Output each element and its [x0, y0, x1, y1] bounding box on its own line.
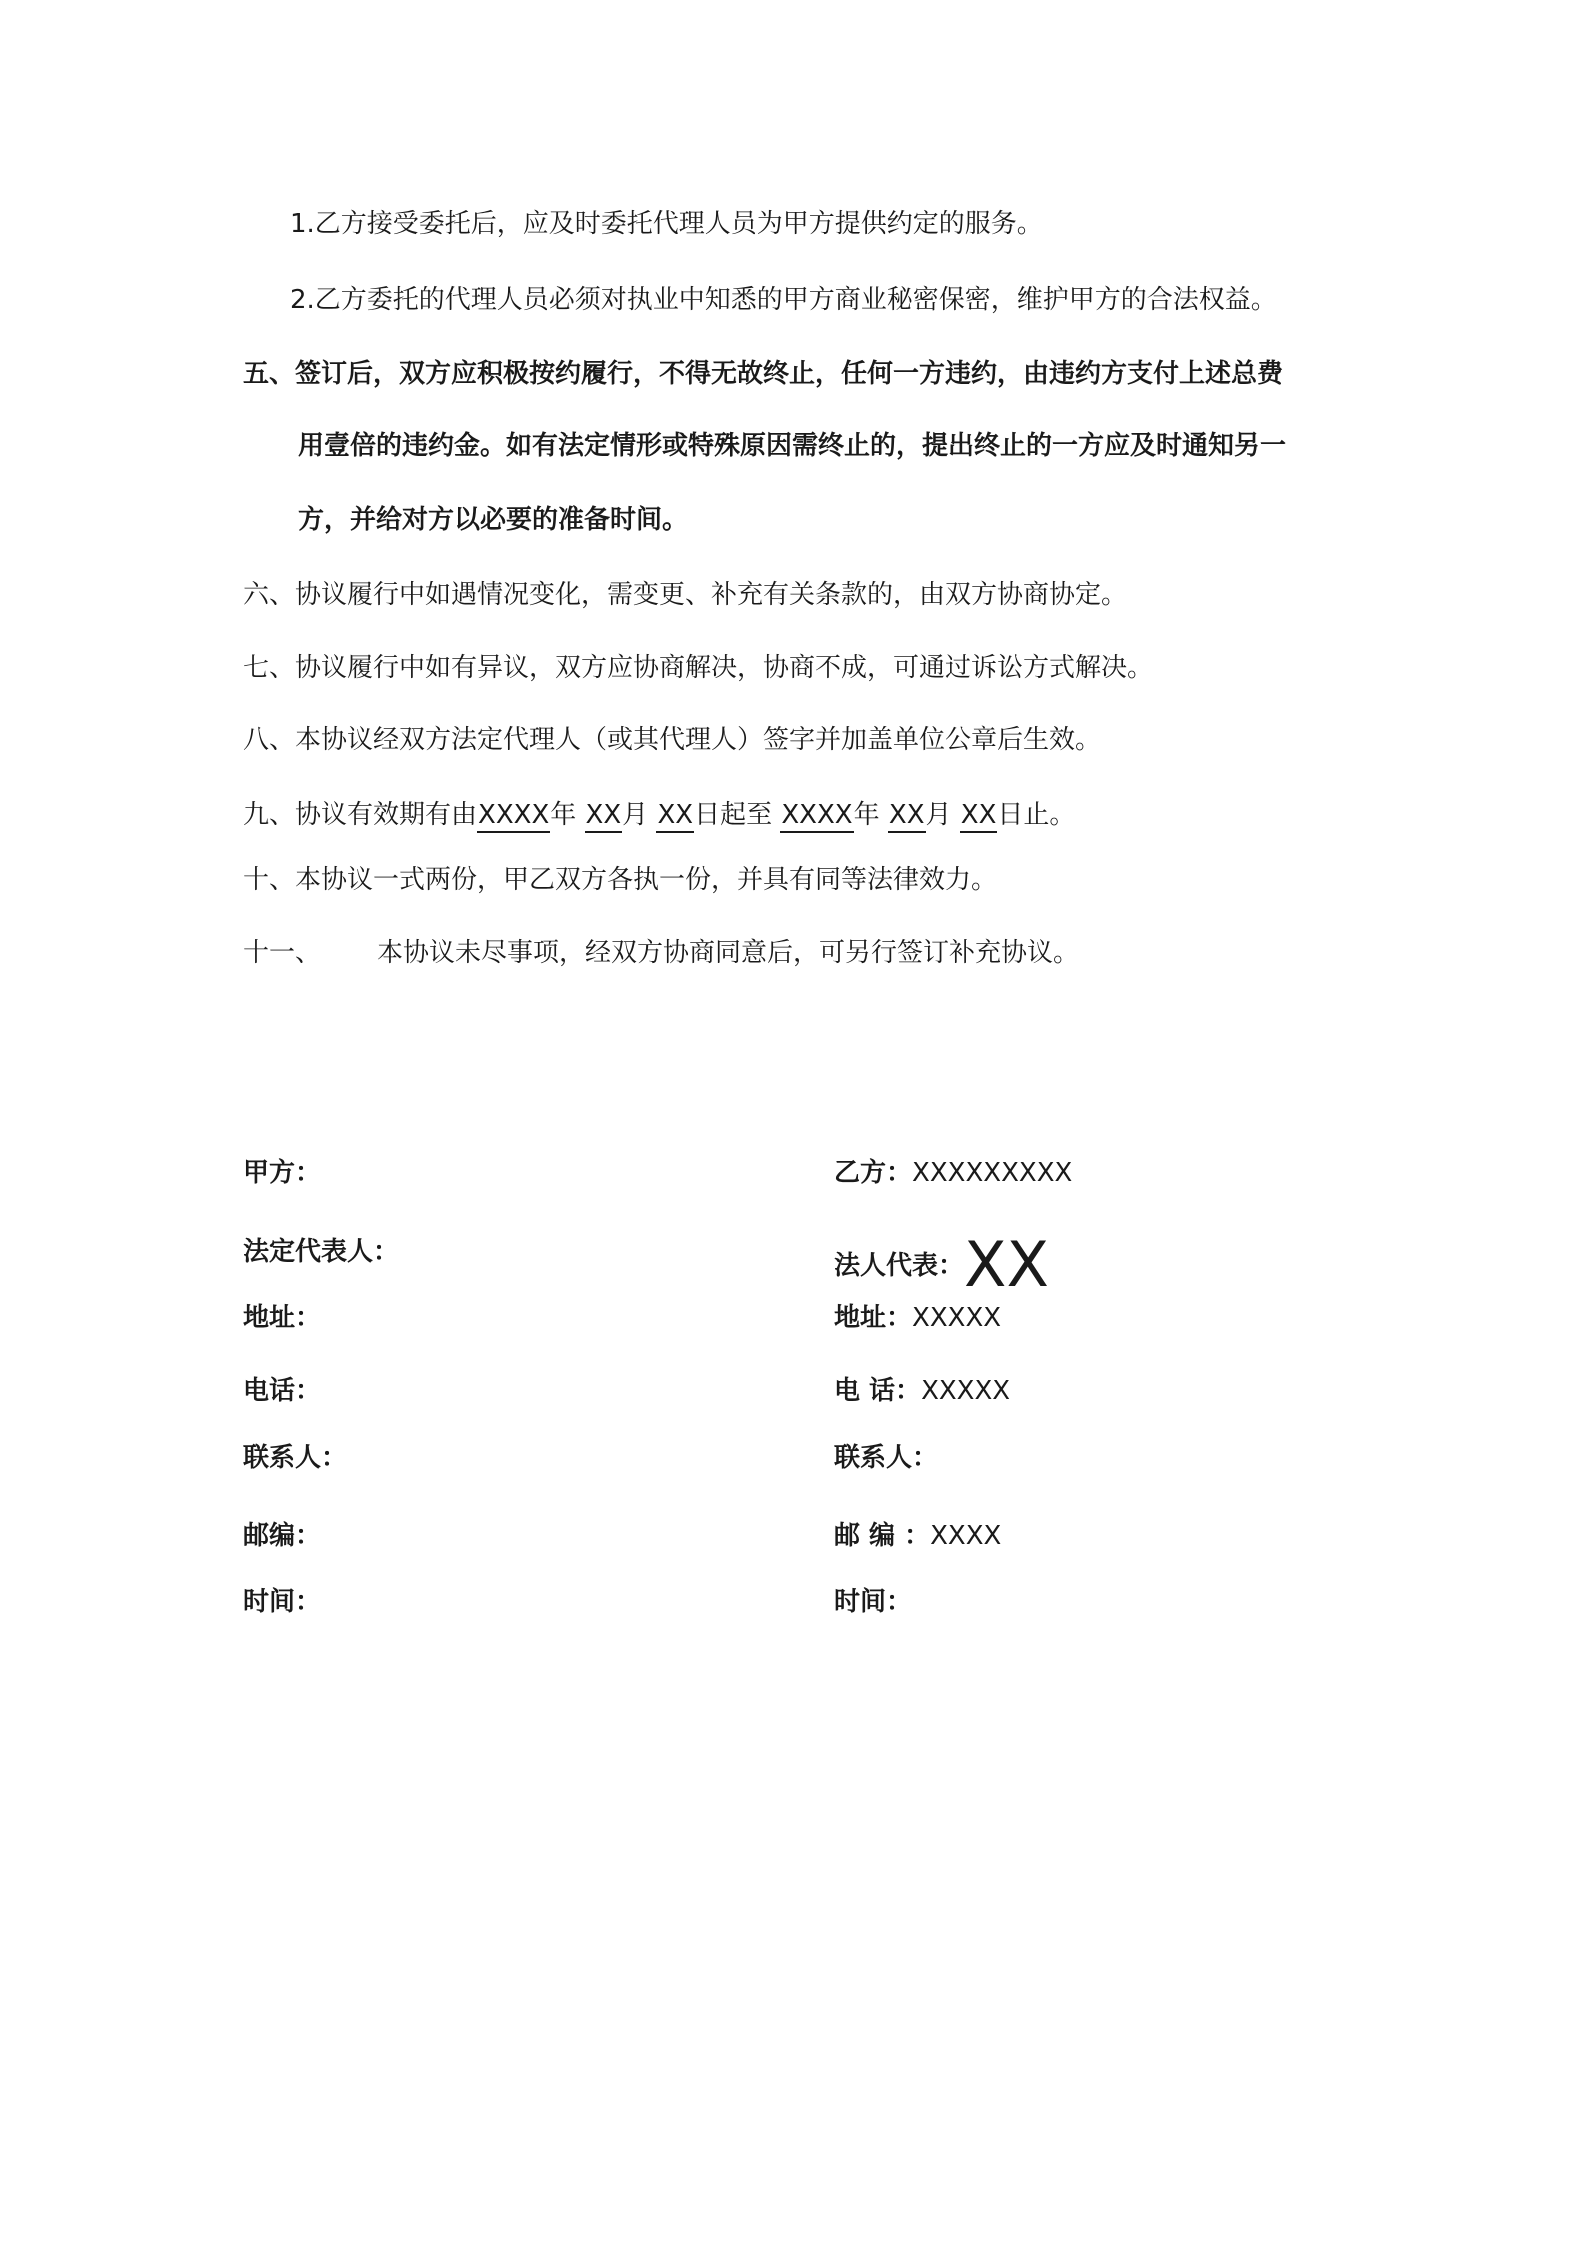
- clause-8: 八、本协议经双方法定代理人（或其代理人）签字并加盖单位公章后生效。: [243, 725, 1102, 755]
- party-b-phone: [834, 1373, 1010, 1409]
- party-b-name: [834, 1155, 1072, 1191]
- party-a-name-label: 甲方：: [243, 1158, 322, 1188]
- clause-11-number: 十一、: [243, 938, 322, 968]
- start-year-field: XXXX: [477, 799, 550, 833]
- clause-5-line-1: 五、签订后，双方应积极按约履行，不得无故终止，任何一方违约，由违约方支付上述总费: [243, 359, 1284, 389]
- party-b-contact-label: 联系人：: [834, 1443, 939, 1473]
- party-b-postcode-value: XXXX: [930, 1521, 1002, 1551]
- end-month-label: 月: [925, 800, 952, 830]
- end-year-field: XXXX: [780, 799, 853, 833]
- clause-5-line-2: 用壹倍的违约金。如有法定情形或特殊原因需终止的，提出终止的一方应及时通知另一: [298, 431, 1287, 461]
- party-a-contact-label: 联系人：: [243, 1443, 348, 1473]
- start-day-field: XX: [656, 799, 694, 833]
- start-month-field: XX: [585, 799, 623, 833]
- party-b-postcode-label: 邮 编 ：: [834, 1521, 931, 1551]
- party-b-name-label: 乙方：: [834, 1158, 913, 1188]
- end-year-label: 年: [853, 800, 880, 830]
- day-end-label: 日止。: [997, 800, 1076, 830]
- party-b-phone-value: XXXXX: [921, 1376, 1011, 1406]
- clause-4-item-1: 1.乙方接受委托后，应及时委托代理人员为甲方提供约定的服务。: [290, 209, 1043, 239]
- end-day-field: XX: [960, 799, 998, 833]
- clause-11-text: 本协议未尽事项，经双方协商同意后，可另行签订补充协议。: [377, 938, 1080, 968]
- end-month-field: XX: [888, 799, 926, 833]
- clause-7: 七、协议履行中如有异议，双方应协商解决，协商不成，可通过诉讼方式解决。: [243, 653, 1154, 683]
- clause-9: [243, 797, 1075, 833]
- party-a-rep-label: 法定代表人：: [243, 1237, 400, 1267]
- clause-4-item-2: 2.乙方委托的代理人员必须对执业中知悉的甲方商业秘密保密，维护甲方的合法权益。: [290, 285, 1277, 315]
- party-b-address-value: XXXXX: [912, 1303, 1002, 1333]
- day-from-label: 日起至: [694, 800, 773, 830]
- party-a-postcode-label: 邮编：: [243, 1521, 322, 1551]
- year-label: 年: [550, 800, 577, 830]
- party-b-time-label: 时间：: [834, 1587, 913, 1617]
- party-b-rep: [834, 1228, 1049, 1301]
- party-b-phone-label: 电 话：: [834, 1376, 922, 1406]
- clause-10: 十、本协议一式两份，甲乙双方各执一份，并具有同等法律效力。: [243, 865, 998, 895]
- party-b-address: [834, 1300, 1001, 1336]
- party-b-postcode: [834, 1518, 1001, 1554]
- party-b-address-label: 地址：: [834, 1303, 913, 1333]
- party-b-rep-label: 法人代表：: [834, 1251, 965, 1281]
- party-b-rep-value: XX: [964, 1228, 1049, 1301]
- clause-11: [243, 935, 1079, 971]
- party-a-address-label: 地址：: [243, 1303, 322, 1333]
- clause-6: 六、协议履行中如遇情况变化，需变更、补充有关条款的，由双方协商协定。: [243, 580, 1128, 610]
- clause-9-prefix: 九、协议有效期有由: [243, 800, 478, 830]
- clause-5-line-3: 方，并给对方以必要的准备时间。: [298, 505, 689, 535]
- party-a-phone-label: 电话：: [243, 1376, 322, 1406]
- party-a-time-label: 时间：: [243, 1587, 322, 1617]
- month-label: 月: [622, 800, 649, 830]
- party-b-name-value: XXXXXXXXX: [912, 1158, 1073, 1188]
